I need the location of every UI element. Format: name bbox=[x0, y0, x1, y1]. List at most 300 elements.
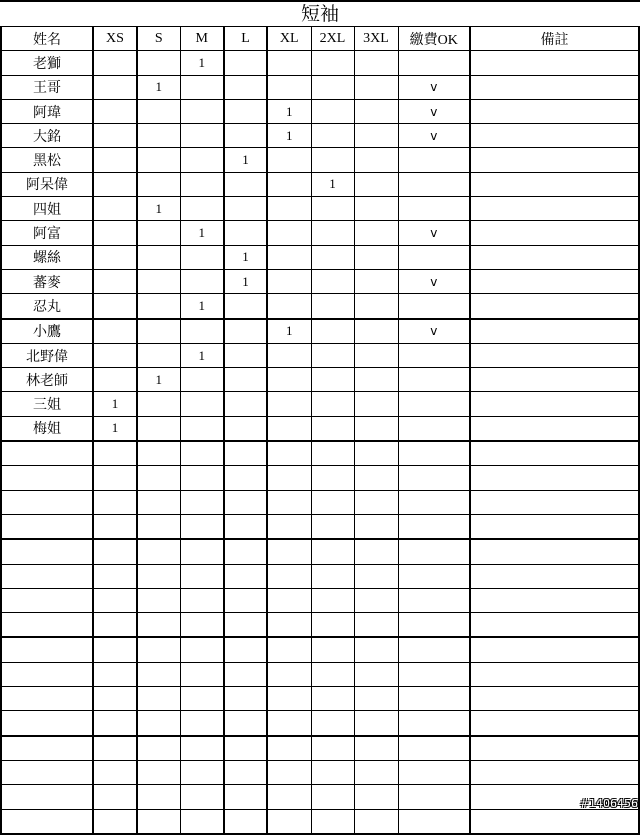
l-cell[interactable] bbox=[224, 51, 267, 75]
xl-cell[interactable] bbox=[267, 637, 311, 662]
name-cell[interactable] bbox=[1, 588, 93, 612]
m-cell[interactable] bbox=[180, 441, 224, 466]
xs-cell[interactable] bbox=[93, 564, 137, 588]
3xl-cell[interactable] bbox=[354, 75, 398, 99]
xs-cell[interactable] bbox=[93, 245, 137, 269]
l-cell[interactable] bbox=[224, 539, 267, 564]
xl-cell[interactable] bbox=[267, 221, 311, 245]
2xl-cell[interactable] bbox=[311, 416, 354, 441]
note-cell[interactable] bbox=[470, 711, 639, 736]
3xl-cell[interactable] bbox=[354, 124, 398, 148]
paid-check-cell[interactable] bbox=[398, 294, 470, 319]
l-cell[interactable] bbox=[224, 294, 267, 319]
3xl-cell[interactable] bbox=[354, 343, 398, 367]
xs-cell[interactable] bbox=[93, 148, 137, 172]
3xl-cell[interactable] bbox=[354, 564, 398, 588]
l-cell[interactable] bbox=[224, 490, 267, 514]
m-cell[interactable] bbox=[180, 662, 224, 686]
name-cell[interactable]: 小鷹 bbox=[1, 319, 93, 344]
name-cell[interactable]: 阿瑋 bbox=[1, 99, 93, 123]
xl-cell[interactable] bbox=[267, 51, 311, 75]
m-cell[interactable] bbox=[180, 736, 224, 761]
l-cell[interactable]: 1 bbox=[224, 269, 267, 293]
paid-check-cell[interactable] bbox=[398, 466, 470, 490]
s-cell[interactable] bbox=[137, 662, 180, 686]
note-cell[interactable] bbox=[470, 416, 639, 441]
name-cell[interactable]: 王哥 bbox=[1, 75, 93, 99]
paid-check-cell[interactable] bbox=[398, 368, 470, 392]
xl-cell[interactable] bbox=[267, 613, 311, 638]
s-cell[interactable] bbox=[137, 588, 180, 612]
xl-cell[interactable] bbox=[267, 245, 311, 269]
xl-cell[interactable] bbox=[267, 392, 311, 416]
m-cell[interactable] bbox=[180, 99, 224, 123]
m-cell[interactable] bbox=[180, 760, 224, 784]
l-cell[interactable] bbox=[224, 416, 267, 441]
xs-cell[interactable] bbox=[93, 736, 137, 761]
s-cell[interactable] bbox=[137, 441, 180, 466]
paid-check-cell[interactable] bbox=[398, 51, 470, 75]
3xl-cell[interactable] bbox=[354, 441, 398, 466]
2xl-cell[interactable] bbox=[311, 809, 354, 834]
2xl-cell[interactable] bbox=[311, 319, 354, 344]
2xl-cell[interactable] bbox=[311, 148, 354, 172]
s-cell[interactable] bbox=[137, 319, 180, 344]
xl-cell[interactable] bbox=[267, 416, 311, 441]
s-cell[interactable] bbox=[137, 172, 180, 196]
name-cell[interactable]: 螺絲 bbox=[1, 245, 93, 269]
paid-check-cell[interactable]: v bbox=[398, 319, 470, 344]
note-cell[interactable] bbox=[470, 809, 639, 834]
l-cell[interactable] bbox=[224, 613, 267, 638]
xs-cell[interactable] bbox=[93, 809, 137, 834]
name-cell[interactable] bbox=[1, 441, 93, 466]
paid-check-cell[interactable]: v bbox=[398, 99, 470, 123]
xs-cell[interactable] bbox=[93, 539, 137, 564]
l-cell[interactable] bbox=[224, 736, 267, 761]
note-cell[interactable] bbox=[470, 539, 639, 564]
l-cell[interactable] bbox=[224, 687, 267, 711]
m-cell[interactable] bbox=[180, 368, 224, 392]
xl-cell[interactable] bbox=[267, 736, 311, 761]
m-cell[interactable]: 1 bbox=[180, 343, 224, 367]
s-cell[interactable]: 1 bbox=[137, 197, 180, 221]
3xl-cell[interactable] bbox=[354, 245, 398, 269]
note-cell[interactable] bbox=[470, 490, 639, 514]
m-cell[interactable] bbox=[180, 75, 224, 99]
name-cell[interactable] bbox=[1, 662, 93, 686]
xl-cell[interactable] bbox=[267, 343, 311, 367]
s-cell[interactable] bbox=[137, 51, 180, 75]
2xl-cell[interactable] bbox=[311, 51, 354, 75]
2xl-cell[interactable] bbox=[311, 539, 354, 564]
3xl-cell[interactable] bbox=[354, 588, 398, 612]
xs-cell[interactable] bbox=[93, 197, 137, 221]
2xl-cell[interactable] bbox=[311, 294, 354, 319]
xs-cell[interactable] bbox=[93, 662, 137, 686]
note-cell[interactable] bbox=[470, 736, 639, 761]
m-cell[interactable] bbox=[180, 637, 224, 662]
xs-cell[interactable] bbox=[93, 441, 137, 466]
l-cell[interactable] bbox=[224, 368, 267, 392]
name-cell[interactable] bbox=[1, 514, 93, 539]
2xl-cell[interactable] bbox=[311, 564, 354, 588]
paid-check-cell[interactable] bbox=[398, 785, 470, 809]
m-cell[interactable] bbox=[180, 613, 224, 638]
m-cell[interactable] bbox=[180, 564, 224, 588]
2xl-cell[interactable] bbox=[311, 760, 354, 784]
name-cell[interactable]: 三姐 bbox=[1, 392, 93, 416]
3xl-cell[interactable] bbox=[354, 51, 398, 75]
note-cell[interactable] bbox=[470, 172, 639, 196]
name-cell[interactable] bbox=[1, 736, 93, 761]
3xl-cell[interactable] bbox=[354, 539, 398, 564]
name-cell[interactable]: 黑松 bbox=[1, 148, 93, 172]
note-cell[interactable] bbox=[470, 245, 639, 269]
s-cell[interactable] bbox=[137, 514, 180, 539]
l-cell[interactable] bbox=[224, 809, 267, 834]
m-cell[interactable] bbox=[180, 466, 224, 490]
xl-cell[interactable] bbox=[267, 269, 311, 293]
xs-cell[interactable] bbox=[93, 490, 137, 514]
l-cell[interactable] bbox=[224, 588, 267, 612]
2xl-cell[interactable] bbox=[311, 441, 354, 466]
3xl-cell[interactable] bbox=[354, 466, 398, 490]
xs-cell[interactable] bbox=[93, 294, 137, 319]
m-cell[interactable]: 1 bbox=[180, 221, 224, 245]
2xl-cell[interactable] bbox=[311, 466, 354, 490]
m-cell[interactable] bbox=[180, 197, 224, 221]
s-cell[interactable] bbox=[137, 416, 180, 441]
paid-check-cell[interactable]: v bbox=[398, 221, 470, 245]
paid-check-cell[interactable] bbox=[398, 687, 470, 711]
paid-check-cell[interactable] bbox=[398, 343, 470, 367]
2xl-cell[interactable] bbox=[311, 99, 354, 123]
m-cell[interactable]: 1 bbox=[180, 294, 224, 319]
s-cell[interactable] bbox=[137, 490, 180, 514]
3xl-cell[interactable] bbox=[354, 514, 398, 539]
xs-cell[interactable] bbox=[93, 368, 137, 392]
l-cell[interactable] bbox=[224, 785, 267, 809]
paid-check-cell[interactable] bbox=[398, 392, 470, 416]
name-cell[interactable] bbox=[1, 687, 93, 711]
note-cell[interactable] bbox=[470, 221, 639, 245]
2xl-cell[interactable] bbox=[311, 124, 354, 148]
name-cell[interactable]: 阿富 bbox=[1, 221, 93, 245]
s-cell[interactable] bbox=[137, 539, 180, 564]
m-cell[interactable] bbox=[180, 269, 224, 293]
s-cell[interactable] bbox=[137, 809, 180, 834]
s-cell[interactable] bbox=[137, 245, 180, 269]
xs-cell[interactable] bbox=[93, 711, 137, 736]
2xl-cell[interactable]: 1 bbox=[311, 172, 354, 196]
name-cell[interactable] bbox=[1, 539, 93, 564]
xl-cell[interactable]: 1 bbox=[267, 319, 311, 344]
name-cell[interactable] bbox=[1, 809, 93, 834]
xs-cell[interactable] bbox=[93, 172, 137, 196]
note-cell[interactable] bbox=[470, 441, 639, 466]
paid-check-cell[interactable] bbox=[398, 637, 470, 662]
xl-cell[interactable] bbox=[267, 197, 311, 221]
xs-cell[interactable] bbox=[93, 514, 137, 539]
m-cell[interactable] bbox=[180, 245, 224, 269]
s-cell[interactable] bbox=[137, 392, 180, 416]
note-cell[interactable] bbox=[470, 687, 639, 711]
l-cell[interactable] bbox=[224, 711, 267, 736]
2xl-cell[interactable] bbox=[311, 368, 354, 392]
m-cell[interactable] bbox=[180, 416, 224, 441]
s-cell[interactable] bbox=[137, 148, 180, 172]
name-cell[interactable]: 北野偉 bbox=[1, 343, 93, 367]
note-cell[interactable] bbox=[470, 294, 639, 319]
l-cell[interactable] bbox=[224, 760, 267, 784]
note-cell[interactable] bbox=[470, 760, 639, 784]
3xl-cell[interactable] bbox=[354, 711, 398, 736]
2xl-cell[interactable] bbox=[311, 711, 354, 736]
2xl-cell[interactable] bbox=[311, 785, 354, 809]
paid-check-cell[interactable] bbox=[398, 197, 470, 221]
paid-check-cell[interactable] bbox=[398, 564, 470, 588]
m-cell[interactable] bbox=[180, 687, 224, 711]
s-cell[interactable] bbox=[137, 466, 180, 490]
note-cell[interactable] bbox=[470, 319, 639, 344]
paid-check-cell[interactable] bbox=[398, 760, 470, 784]
m-cell[interactable] bbox=[180, 319, 224, 344]
l-cell[interactable] bbox=[224, 124, 267, 148]
s-cell[interactable] bbox=[137, 613, 180, 638]
2xl-cell[interactable] bbox=[311, 687, 354, 711]
note-cell[interactable] bbox=[470, 514, 639, 539]
s-cell[interactable] bbox=[137, 343, 180, 367]
name-cell[interactable] bbox=[1, 613, 93, 638]
s-cell[interactable] bbox=[137, 221, 180, 245]
xl-cell[interactable]: 1 bbox=[267, 124, 311, 148]
xl-cell[interactable] bbox=[267, 148, 311, 172]
xl-cell[interactable] bbox=[267, 687, 311, 711]
l-cell[interactable] bbox=[224, 319, 267, 344]
s-cell[interactable] bbox=[137, 637, 180, 662]
note-cell[interactable] bbox=[470, 466, 639, 490]
note-cell[interactable] bbox=[470, 124, 639, 148]
xl-cell[interactable]: 1 bbox=[267, 99, 311, 123]
xs-cell[interactable]: 1 bbox=[93, 416, 137, 441]
note-cell[interactable] bbox=[470, 148, 639, 172]
xl-cell[interactable] bbox=[267, 294, 311, 319]
3xl-cell[interactable] bbox=[354, 637, 398, 662]
xs-cell[interactable] bbox=[93, 75, 137, 99]
xs-cell[interactable] bbox=[93, 51, 137, 75]
note-cell[interactable] bbox=[470, 662, 639, 686]
2xl-cell[interactable] bbox=[311, 490, 354, 514]
2xl-cell[interactable] bbox=[311, 245, 354, 269]
name-cell[interactable] bbox=[1, 760, 93, 784]
3xl-cell[interactable] bbox=[354, 760, 398, 784]
3xl-cell[interactable] bbox=[354, 785, 398, 809]
xl-cell[interactable] bbox=[267, 588, 311, 612]
3xl-cell[interactable] bbox=[354, 392, 398, 416]
name-cell[interactable]: 忍丸 bbox=[1, 294, 93, 319]
m-cell[interactable] bbox=[180, 809, 224, 834]
xs-cell[interactable] bbox=[93, 221, 137, 245]
3xl-cell[interactable] bbox=[354, 809, 398, 834]
paid-check-cell[interactable]: v bbox=[398, 269, 470, 293]
paid-check-cell[interactable] bbox=[398, 539, 470, 564]
3xl-cell[interactable] bbox=[354, 736, 398, 761]
3xl-cell[interactable] bbox=[354, 662, 398, 686]
xs-cell[interactable] bbox=[93, 588, 137, 612]
note-cell[interactable] bbox=[470, 269, 639, 293]
note-cell[interactable] bbox=[470, 564, 639, 588]
2xl-cell[interactable] bbox=[311, 613, 354, 638]
2xl-cell[interactable] bbox=[311, 392, 354, 416]
3xl-cell[interactable] bbox=[354, 221, 398, 245]
paid-check-cell[interactable] bbox=[398, 490, 470, 514]
xl-cell[interactable] bbox=[267, 785, 311, 809]
3xl-cell[interactable] bbox=[354, 99, 398, 123]
2xl-cell[interactable] bbox=[311, 269, 354, 293]
m-cell[interactable] bbox=[180, 172, 224, 196]
2xl-cell[interactable] bbox=[311, 197, 354, 221]
xs-cell[interactable] bbox=[93, 124, 137, 148]
note-cell[interactable] bbox=[470, 368, 639, 392]
paid-check-cell[interactable] bbox=[398, 711, 470, 736]
xs-cell[interactable]: 1 bbox=[93, 392, 137, 416]
name-cell[interactable] bbox=[1, 466, 93, 490]
l-cell[interactable] bbox=[224, 662, 267, 686]
note-cell[interactable] bbox=[470, 75, 639, 99]
s-cell[interactable] bbox=[137, 99, 180, 123]
m-cell[interactable] bbox=[180, 514, 224, 539]
l-cell[interactable] bbox=[224, 564, 267, 588]
xl-cell[interactable] bbox=[267, 564, 311, 588]
xs-cell[interactable] bbox=[93, 343, 137, 367]
m-cell[interactable] bbox=[180, 539, 224, 564]
l-cell[interactable] bbox=[224, 466, 267, 490]
name-cell[interactable]: 老獅 bbox=[1, 51, 93, 75]
xl-cell[interactable] bbox=[267, 809, 311, 834]
l-cell[interactable] bbox=[224, 441, 267, 466]
m-cell[interactable] bbox=[180, 124, 224, 148]
xl-cell[interactable] bbox=[267, 441, 311, 466]
note-cell[interactable] bbox=[470, 613, 639, 638]
note-cell[interactable] bbox=[470, 637, 639, 662]
note-cell[interactable] bbox=[470, 197, 639, 221]
3xl-cell[interactable] bbox=[354, 613, 398, 638]
l-cell[interactable] bbox=[224, 514, 267, 539]
name-cell[interactable]: 林老師 bbox=[1, 368, 93, 392]
note-cell[interactable] bbox=[470, 51, 639, 75]
name-cell[interactable] bbox=[1, 711, 93, 736]
2xl-cell[interactable] bbox=[311, 662, 354, 686]
xs-cell[interactable] bbox=[93, 785, 137, 809]
name-cell[interactable] bbox=[1, 637, 93, 662]
note-cell[interactable] bbox=[470, 343, 639, 367]
paid-check-cell[interactable] bbox=[398, 588, 470, 612]
3xl-cell[interactable] bbox=[354, 368, 398, 392]
m-cell[interactable] bbox=[180, 711, 224, 736]
xl-cell[interactable] bbox=[267, 662, 311, 686]
paid-check-cell[interactable] bbox=[398, 662, 470, 686]
xl-cell[interactable] bbox=[267, 760, 311, 784]
xl-cell[interactable] bbox=[267, 514, 311, 539]
l-cell[interactable] bbox=[224, 392, 267, 416]
s-cell[interactable]: 1 bbox=[137, 75, 180, 99]
xl-cell[interactable] bbox=[267, 490, 311, 514]
xl-cell[interactable] bbox=[267, 75, 311, 99]
paid-check-cell[interactable] bbox=[398, 172, 470, 196]
xs-cell[interactable] bbox=[93, 637, 137, 662]
3xl-cell[interactable] bbox=[354, 197, 398, 221]
s-cell[interactable] bbox=[137, 736, 180, 761]
xs-cell[interactable] bbox=[93, 613, 137, 638]
paid-check-cell[interactable] bbox=[398, 245, 470, 269]
2xl-cell[interactable] bbox=[311, 588, 354, 612]
2xl-cell[interactable] bbox=[311, 736, 354, 761]
2xl-cell[interactable] bbox=[311, 343, 354, 367]
3xl-cell[interactable] bbox=[354, 148, 398, 172]
l-cell[interactable] bbox=[224, 99, 267, 123]
3xl-cell[interactable] bbox=[354, 416, 398, 441]
s-cell[interactable] bbox=[137, 124, 180, 148]
s-cell[interactable] bbox=[137, 269, 180, 293]
paid-check-cell[interactable] bbox=[398, 514, 470, 539]
3xl-cell[interactable] bbox=[354, 319, 398, 344]
name-cell[interactable]: 大銘 bbox=[1, 124, 93, 148]
xs-cell[interactable] bbox=[93, 687, 137, 711]
xl-cell[interactable] bbox=[267, 368, 311, 392]
paid-check-cell[interactable] bbox=[398, 736, 470, 761]
3xl-cell[interactable] bbox=[354, 687, 398, 711]
l-cell[interactable] bbox=[224, 197, 267, 221]
paid-check-cell[interactable] bbox=[398, 613, 470, 638]
2xl-cell[interactable] bbox=[311, 221, 354, 245]
xl-cell[interactable] bbox=[267, 539, 311, 564]
3xl-cell[interactable] bbox=[354, 269, 398, 293]
xs-cell[interactable] bbox=[93, 269, 137, 293]
name-cell[interactable]: 梅姐 bbox=[1, 416, 93, 441]
paid-check-cell[interactable] bbox=[398, 148, 470, 172]
l-cell[interactable] bbox=[224, 221, 267, 245]
l-cell[interactable] bbox=[224, 172, 267, 196]
name-cell[interactable]: 蕃麥 bbox=[1, 269, 93, 293]
note-cell[interactable] bbox=[470, 99, 639, 123]
l-cell[interactable]: 1 bbox=[224, 245, 267, 269]
s-cell[interactable] bbox=[137, 785, 180, 809]
xs-cell[interactable] bbox=[93, 99, 137, 123]
3xl-cell[interactable] bbox=[354, 294, 398, 319]
s-cell[interactable] bbox=[137, 711, 180, 736]
xs-cell[interactable] bbox=[93, 760, 137, 784]
name-cell[interactable] bbox=[1, 490, 93, 514]
m-cell[interactable] bbox=[180, 785, 224, 809]
m-cell[interactable] bbox=[180, 148, 224, 172]
paid-check-cell[interactable] bbox=[398, 441, 470, 466]
xs-cell[interactable] bbox=[93, 466, 137, 490]
l-cell[interactable] bbox=[224, 75, 267, 99]
name-cell[interactable]: 四姐 bbox=[1, 197, 93, 221]
s-cell[interactable]: 1 bbox=[137, 368, 180, 392]
m-cell[interactable] bbox=[180, 588, 224, 612]
name-cell[interactable]: 阿呆偉 bbox=[1, 172, 93, 196]
2xl-cell[interactable] bbox=[311, 514, 354, 539]
2xl-cell[interactable] bbox=[311, 75, 354, 99]
name-cell[interactable] bbox=[1, 564, 93, 588]
2xl-cell[interactable] bbox=[311, 637, 354, 662]
xl-cell[interactable] bbox=[267, 711, 311, 736]
m-cell[interactable] bbox=[180, 392, 224, 416]
note-cell[interactable] bbox=[470, 392, 639, 416]
paid-check-cell[interactable]: v bbox=[398, 75, 470, 99]
